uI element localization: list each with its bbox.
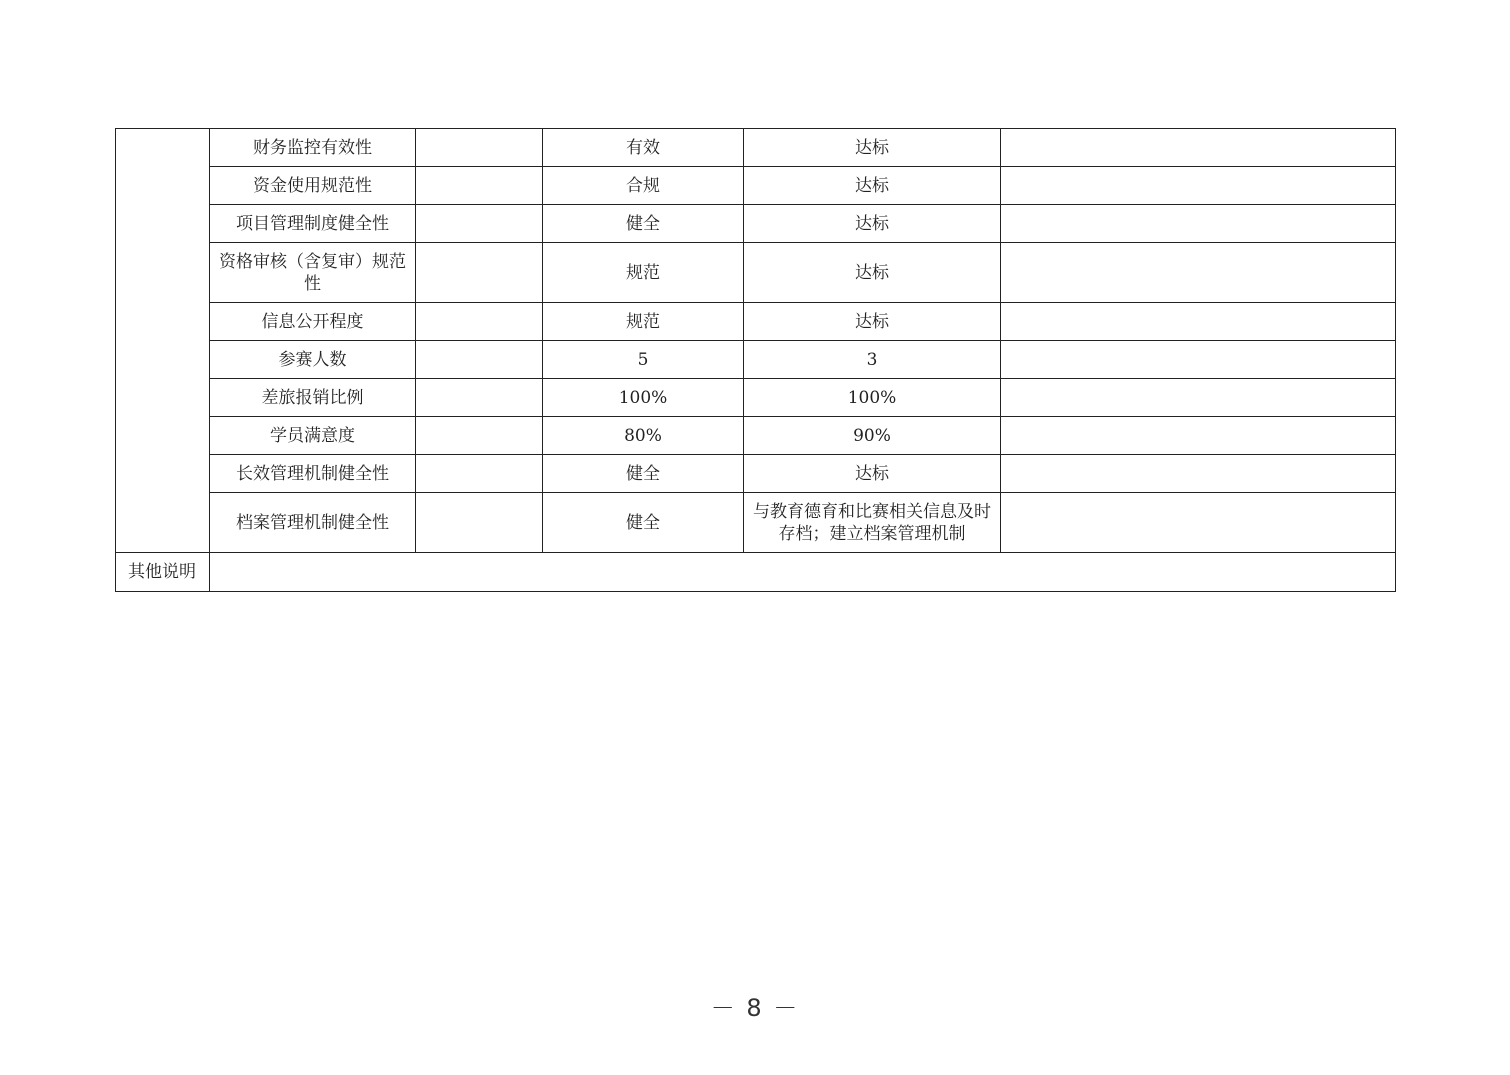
- indicator-index-cell: [416, 167, 543, 205]
- deviation-note-cell: [1001, 167, 1396, 205]
- table-row: [116, 243, 1396, 303]
- table-row: [116, 303, 1396, 341]
- annual-target-cell: 合规: [543, 167, 744, 205]
- category-merged-cell: [116, 129, 210, 553]
- deviation-note-cell: [1001, 341, 1396, 379]
- deviation-note-cell: [1001, 205, 1396, 243]
- deviation-note-cell: [1001, 417, 1396, 455]
- annual-target-cell: 80%: [543, 417, 744, 455]
- indicator-name-cell: 长效管理机制健全性: [210, 455, 416, 493]
- actual-value-cell: 达标: [744, 243, 1001, 303]
- actual-value-cell: 与教育德育和比赛相关信息及时存档；建立档案管理机制: [744, 493, 1001, 553]
- deviation-note-cell: [1001, 129, 1396, 167]
- table-row: [116, 493, 1396, 553]
- actual-value-cell: 达标: [744, 303, 1001, 341]
- annual-target-cell: 健全: [543, 205, 744, 243]
- annual-target-cell: 100%: [543, 379, 744, 417]
- deviation-note-cell: [1001, 303, 1396, 341]
- indicator-index-cell: [416, 417, 543, 455]
- indicator-name-cell: 资格审核（含复审）规范性: [210, 243, 416, 303]
- deviation-note-cell: [1001, 243, 1396, 303]
- indicator-name-cell: 资金使用规范性: [210, 167, 416, 205]
- indicator-index-cell: [416, 303, 543, 341]
- annual-target-cell: 健全: [543, 455, 744, 493]
- deviation-note-cell: [1001, 455, 1396, 493]
- indicator-index-cell: [416, 379, 543, 417]
- indicator-index-cell: [416, 493, 543, 553]
- deviation-note-cell: [1001, 493, 1396, 553]
- other-notes-row: [116, 553, 1396, 592]
- deviation-note-cell: [1001, 379, 1396, 417]
- actual-value-cell: 达标: [744, 205, 1001, 243]
- table-row: [116, 341, 1396, 379]
- indicator-name-cell: 项目管理制度健全性: [210, 205, 416, 243]
- indicator-index-cell: [416, 205, 543, 243]
- indicator-index-cell: [416, 341, 543, 379]
- indicator-name-cell: 参赛人数: [210, 341, 416, 379]
- actual-value-cell: 达标: [744, 167, 1001, 205]
- actual-value-cell: 90%: [744, 417, 1001, 455]
- indicator-name-cell: 财务监控有效性: [210, 129, 416, 167]
- performance-indicator-table: [115, 128, 1396, 592]
- indicator-name-cell: 档案管理机制健全性: [210, 493, 416, 553]
- table-row: [116, 455, 1396, 493]
- annual-target-cell: 规范: [543, 303, 744, 341]
- indicator-index-cell: [416, 455, 543, 493]
- annual-target-cell: 5: [543, 341, 744, 379]
- other-notes-value: [210, 553, 1396, 592]
- indicator-name-cell: 学员满意度: [210, 417, 416, 455]
- table-row: [116, 379, 1396, 417]
- indicator-index-cell: [416, 129, 543, 167]
- table-row: [116, 167, 1396, 205]
- other-notes-label: 其他说明: [116, 553, 210, 592]
- annual-target-cell: 健全: [543, 493, 744, 553]
- annual-target-cell: 规范: [543, 243, 744, 303]
- actual-value-cell: 100%: [744, 379, 1001, 417]
- table-row: [116, 129, 1396, 167]
- page-number: － 8 －: [710, 994, 800, 1022]
- annual-target-cell: 有效: [543, 129, 744, 167]
- indicator-name-cell: 差旅报销比例: [210, 379, 416, 417]
- indicator-name-cell: 信息公开程度: [210, 303, 416, 341]
- table-row: [116, 417, 1396, 455]
- actual-value-cell: 达标: [744, 455, 1001, 493]
- actual-value-cell: 3: [744, 341, 1001, 379]
- table-row: [116, 205, 1396, 243]
- indicator-index-cell: [416, 243, 543, 303]
- actual-value-cell: 达标: [744, 129, 1001, 167]
